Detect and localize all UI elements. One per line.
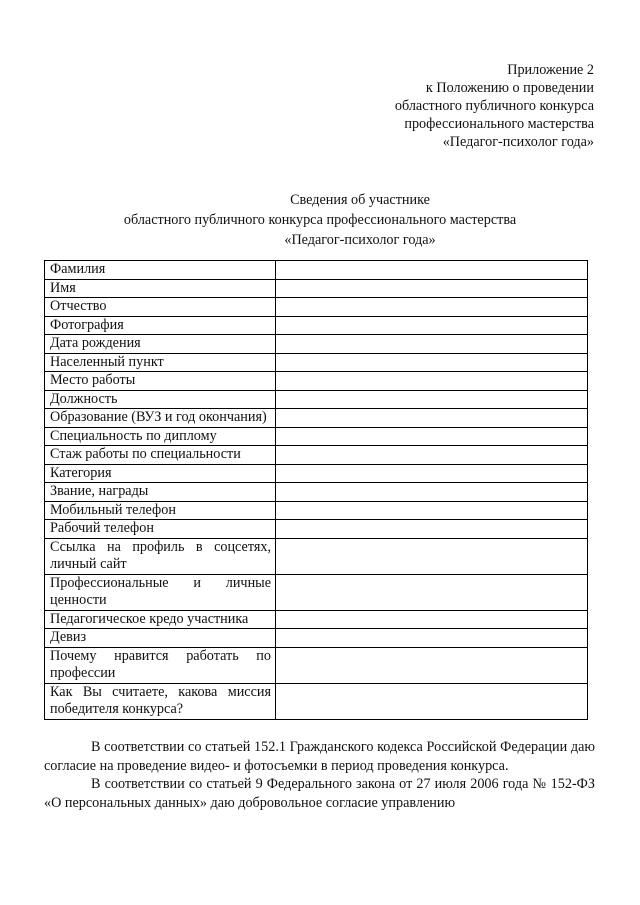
appendix-line: к Положению о проведении: [425, 80, 594, 96]
title-line: Сведения об участнике: [290, 192, 430, 208]
field-label: Профессиональные и личные ценности: [45, 574, 276, 610]
consent-text: [44, 738, 595, 812]
table-row: [45, 464, 588, 483]
field-value[interactable]: [276, 574, 588, 610]
consent-paragraph: В соответствии со статьей 152.1 Гражданского кодекса Российской Федерации даю согласие на проведение видео- и фотосъемки в период проведения конкурса.: [44, 739, 595, 774]
field-value[interactable]: [276, 316, 588, 335]
field-label: Звание, награды: [45, 483, 276, 502]
field-value[interactable]: [276, 610, 588, 629]
table-row: [45, 683, 588, 719]
field-value[interactable]: [276, 647, 588, 683]
field-label: Девиз: [45, 629, 276, 648]
table-row: [45, 538, 588, 574]
field-value[interactable]: [276, 427, 588, 446]
table-row: [45, 372, 588, 391]
field-value[interactable]: [276, 261, 588, 280]
field-label: Населенный пункт: [45, 353, 276, 372]
field-label: Мобильный телефон: [45, 501, 276, 520]
field-label: Фамилия: [45, 261, 276, 280]
field-label: Почему нравится работать по профессии: [45, 647, 276, 683]
table-row: [45, 298, 588, 317]
field-label: Место работы: [45, 372, 276, 391]
table-row: [45, 316, 588, 335]
field-value[interactable]: [276, 298, 588, 317]
field-value[interactable]: [276, 683, 588, 719]
appendix-line: профессионального мастерства: [404, 116, 594, 132]
field-label: Дата рождения: [45, 335, 276, 354]
table-row: [45, 390, 588, 409]
field-value[interactable]: [276, 520, 588, 539]
field-label: Специальность по диплому: [45, 427, 276, 446]
field-value[interactable]: [276, 390, 588, 409]
field-label: Рабочий телефон: [45, 520, 276, 539]
field-label: Как Вы считаете, какова миссия победителя конкурса?: [45, 683, 276, 719]
table-row: [45, 520, 588, 539]
appendix-line: «Педагог-психолог года»: [442, 134, 594, 150]
field-label: Имя: [45, 279, 276, 298]
table-row: [45, 335, 588, 354]
field-value[interactable]: [276, 538, 588, 574]
field-label: Отчество: [45, 298, 276, 317]
field-value[interactable]: [276, 501, 588, 520]
table-row: [45, 427, 588, 446]
field-value[interactable]: [276, 409, 588, 428]
table-row: [45, 353, 588, 372]
field-value[interactable]: [276, 629, 588, 648]
field-value[interactable]: [276, 464, 588, 483]
field-value[interactable]: [276, 279, 588, 298]
field-label: Ссылка на профиль в соцсетях, личный сайт: [45, 538, 276, 574]
appendix-line: Приложение 2: [507, 62, 594, 78]
field-label: Стаж работы по специальности: [45, 446, 276, 465]
field-value[interactable]: [276, 335, 588, 354]
field-value[interactable]: [276, 483, 588, 502]
title-line: «Педагог-психолог года»: [284, 232, 436, 248]
table-row: [45, 574, 588, 610]
field-label: Образование (ВУЗ и год окончания): [45, 409, 276, 428]
field-value[interactable]: [276, 353, 588, 372]
field-value[interactable]: [276, 372, 588, 391]
appendix-header: [395, 61, 594, 151]
table-row: [45, 483, 588, 502]
participant-info-table: [44, 260, 588, 720]
field-label: Категория: [45, 464, 276, 483]
table-row: [45, 279, 588, 298]
field-label: Должность: [45, 390, 276, 409]
field-label: Фотография: [45, 316, 276, 335]
table-row: [45, 409, 588, 428]
table-row: [45, 610, 588, 629]
title-line: областного публичного конкурса профессионального мастерства: [123, 212, 517, 228]
appendix-line: областного публичного конкурса: [394, 98, 594, 114]
table-row: [45, 629, 588, 648]
field-label: Педагогическое кредо участника: [45, 610, 276, 629]
field-value[interactable]: [276, 446, 588, 465]
table-row: [45, 501, 588, 520]
consent-paragraph: В соответствии со статьей 9 Федерального закона от 27 июля 2006 года № 152-ФЗ «О персональных данных» даю добровольное согласие управлению: [44, 776, 595, 811]
table-row: [45, 647, 588, 683]
table-row: [45, 261, 588, 280]
document-title: [0, 190, 640, 250]
table-row: [45, 446, 588, 465]
